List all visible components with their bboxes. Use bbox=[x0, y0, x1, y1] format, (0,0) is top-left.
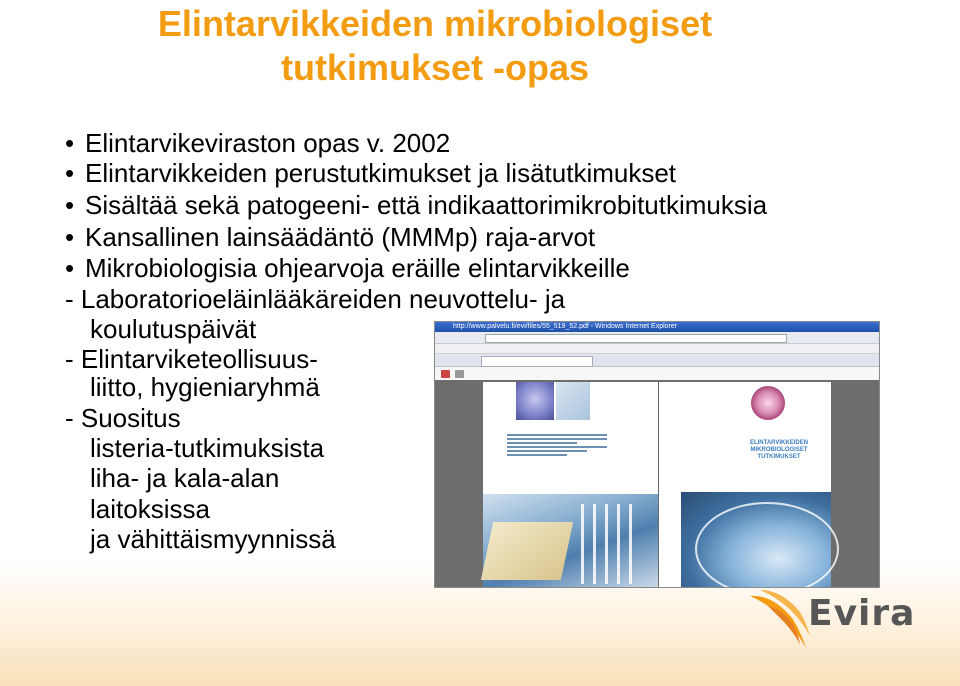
bullet-dot-icon: • bbox=[65, 190, 75, 220]
bullet-dot-icon: • bbox=[65, 253, 75, 283]
browser-titlebar: http://www.palvelu.fi/evi/files/55_519_52.pdf - Windows Internet Explorer bbox=[435, 322, 879, 332]
lab-image bbox=[556, 382, 590, 420]
bacteria-image bbox=[751, 386, 785, 420]
microbe-image bbox=[516, 382, 554, 420]
sub-item: ja vähittäismyynnissä bbox=[90, 524, 336, 554]
sub-item: - Suositus bbox=[65, 403, 181, 433]
bullet-dot-icon: • bbox=[65, 222, 75, 252]
sub-item: - Elintarviketeollisuus- bbox=[65, 344, 318, 374]
pdf-viewer bbox=[435, 380, 879, 587]
test-tubes-image bbox=[581, 504, 641, 584]
title-line-1: Elintarvikkeiden mikrobiologiset bbox=[157, 3, 713, 44]
pdf-page-front-cover bbox=[659, 382, 831, 587]
sub-item: liha- ja kala-alan bbox=[90, 463, 280, 493]
bullet-item: • Elintarvikkeiden perustutkimukset ja lisätutkimukset bbox=[65, 158, 677, 188]
evira-logo-text: Evira bbox=[808, 593, 916, 634]
browser-screenshot bbox=[434, 321, 880, 588]
print-icon bbox=[455, 370, 464, 378]
sub-item: laitoksissa bbox=[90, 494, 210, 524]
bullet-item: • Mikrobiologisia ohjearvoja eräille elintarvikkeille bbox=[65, 253, 630, 283]
browser-tab-bar bbox=[435, 354, 879, 367]
slide-title bbox=[0, 0, 960, 90]
title-line-2: tutkimukset -opas bbox=[280, 47, 590, 88]
petri-dish-rim bbox=[695, 502, 839, 588]
sub-item: koulutuspäivät bbox=[90, 314, 257, 344]
pdf-text-block bbox=[507, 432, 607, 458]
browser-address-bar bbox=[435, 332, 879, 344]
bullet-dot-icon: • bbox=[65, 158, 75, 188]
bullet-item: • Sisältää sekä patogeeni- että indikaattorimikrobitutkimuksia bbox=[65, 190, 768, 220]
bullet-dot-icon: • bbox=[65, 128, 75, 158]
browser-menu-bar bbox=[435, 344, 879, 354]
cheese-image bbox=[481, 522, 573, 580]
bullet-item: • Elintarvikeviraston opas v. 2002 bbox=[65, 128, 451, 158]
bullet-item: • Kansallinen lainsäädäntö (MMMp) raja-arvot bbox=[65, 222, 596, 252]
sub-item: liitto, hygieniaryhmä bbox=[90, 372, 320, 402]
pdf-page-back-cover bbox=[483, 382, 658, 587]
pdf-icon bbox=[441, 370, 450, 378]
sub-item: listeria-tutkimuksista bbox=[90, 433, 325, 463]
pdf-cover-title: ELINTARVIKKEIDEN MIKROBIOLOGISET TUTKIMUKSET bbox=[749, 440, 809, 460]
sub-item: - Laboratorioeläinlääkäreiden neuvottelu- ja bbox=[65, 284, 566, 314]
